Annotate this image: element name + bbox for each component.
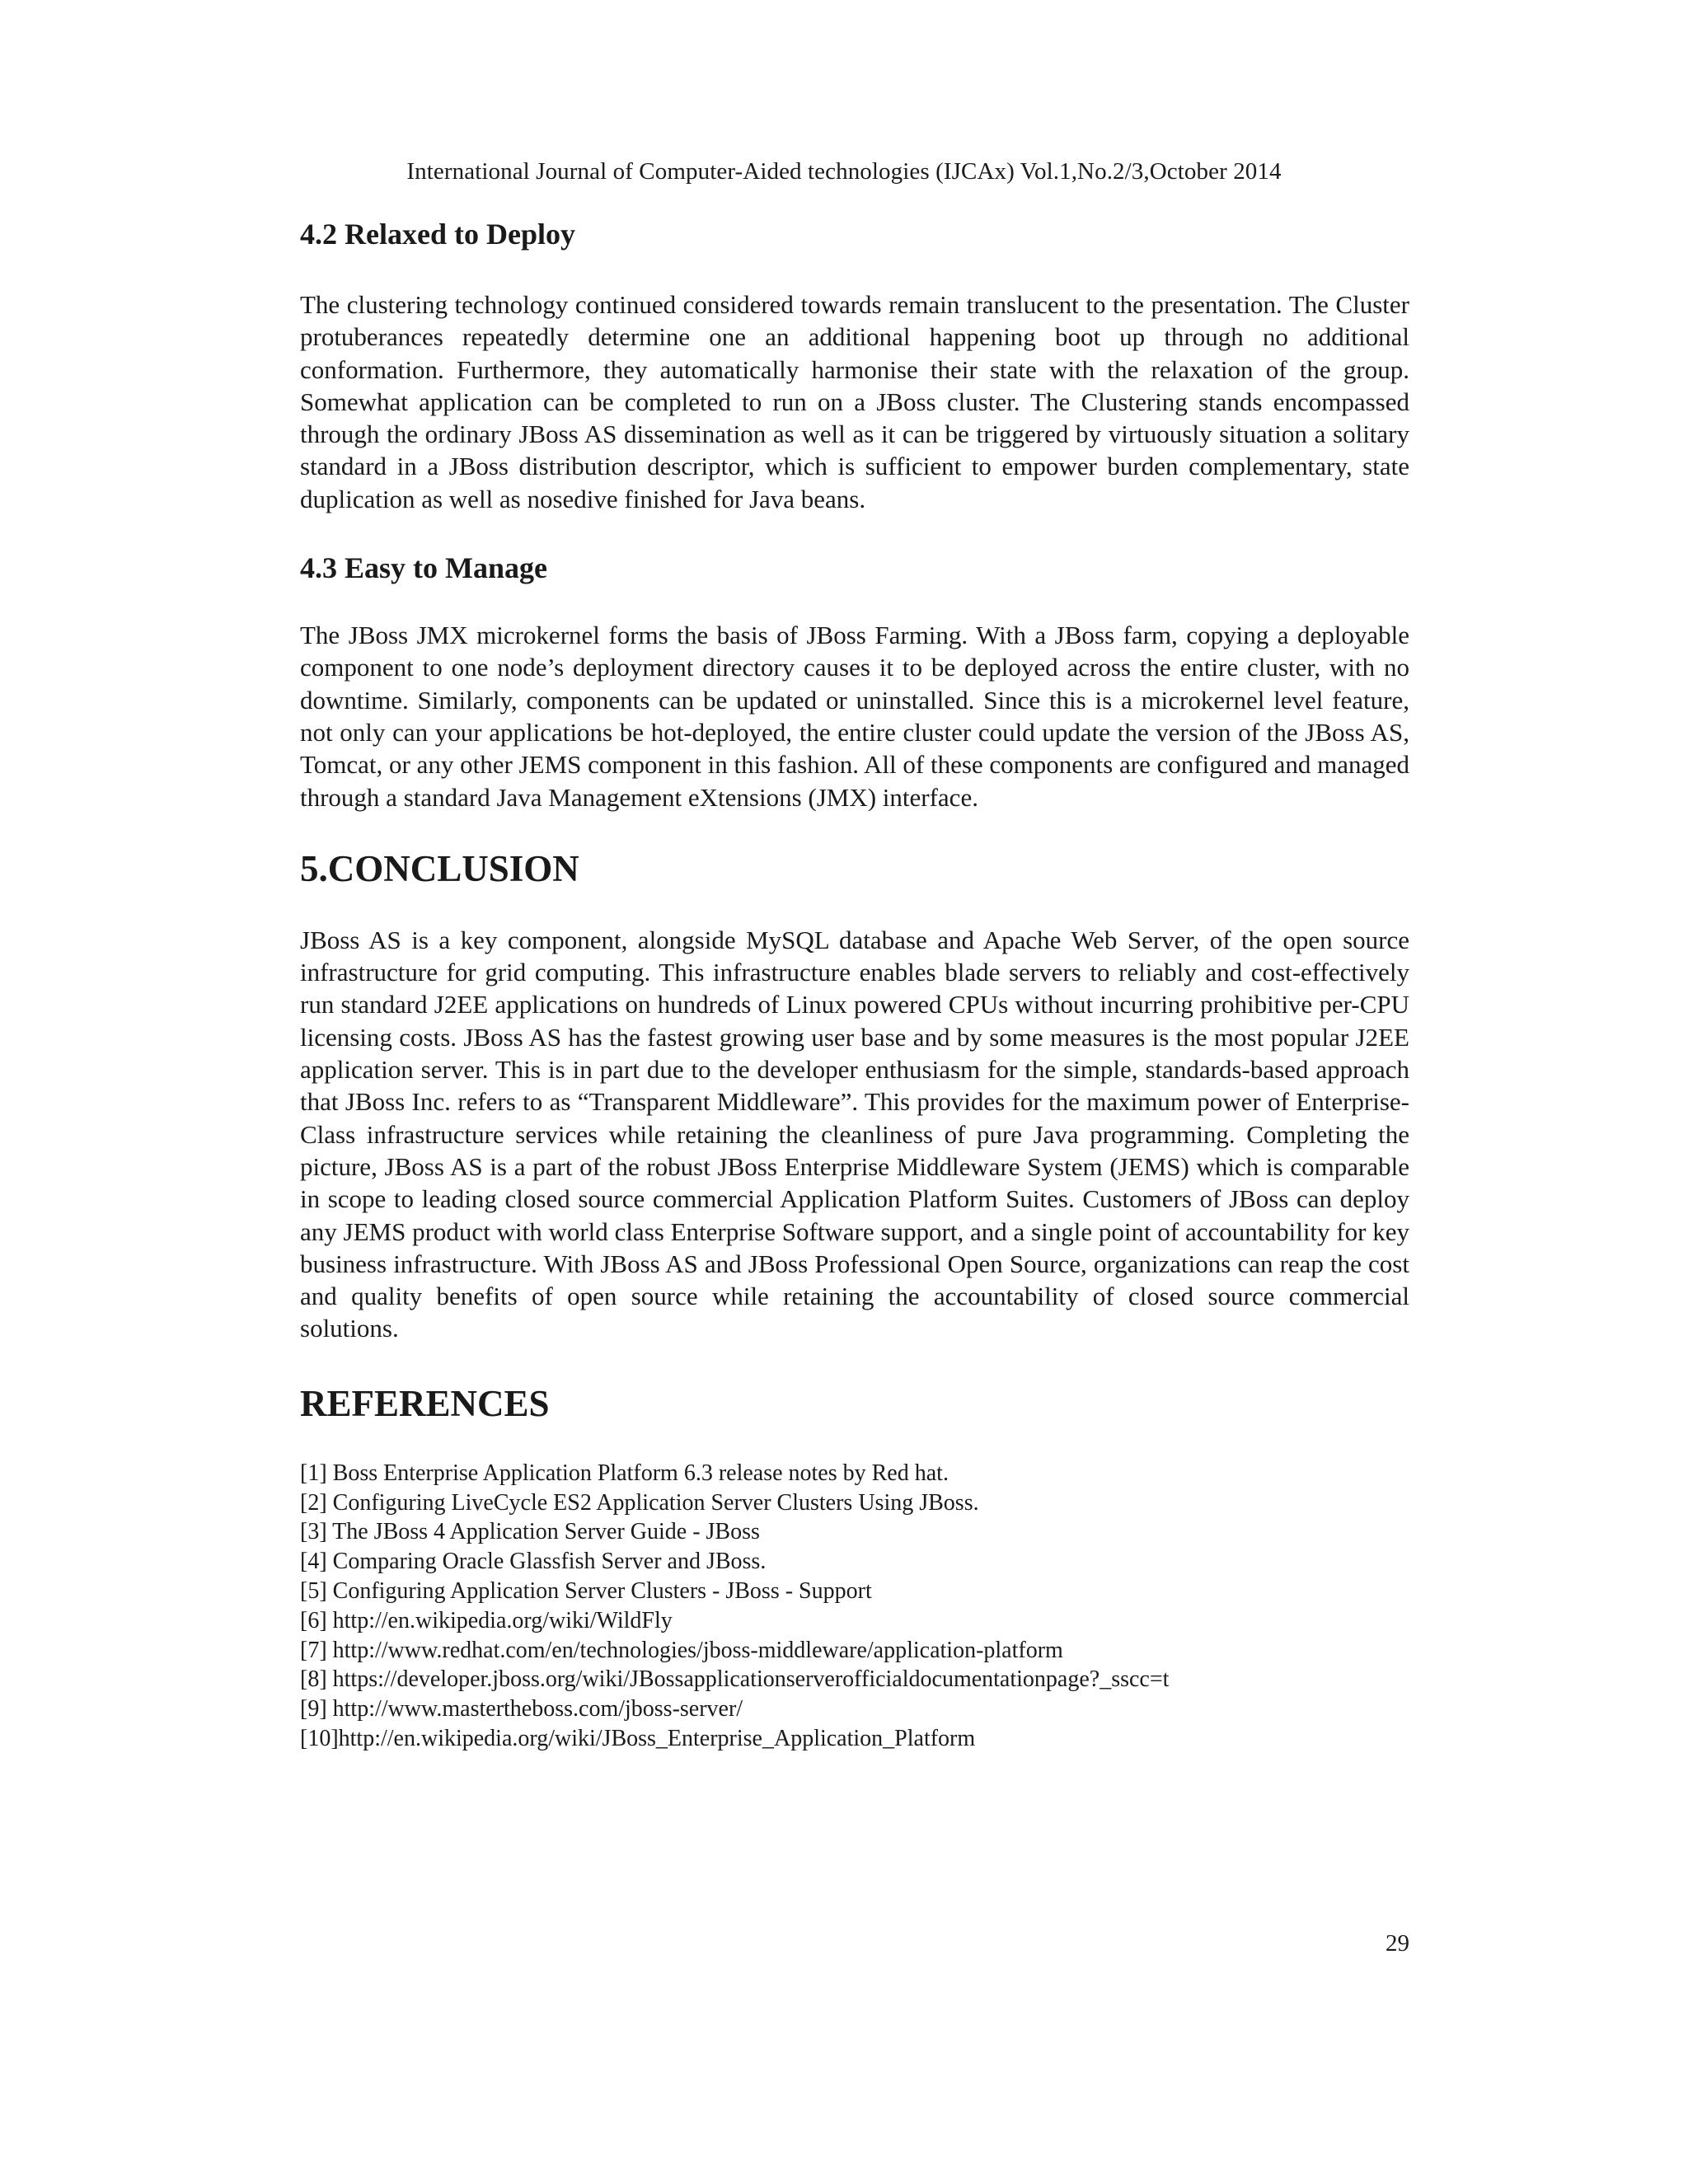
reference-item: [6] http://en.wikipedia.org/wiki/WildFly: [300, 1607, 673, 1633]
references-heading: REFERENCES: [300, 1382, 550, 1424]
reference-item: [1] Boss Enterprise Application Platform 6.3 release notes by Red hat.: [300, 1460, 949, 1486]
running-header: International Journal of Computer-Aided technologies (IJCAx) Vol.1,No.2/3,October 2014: [406, 158, 1282, 185]
page-body: [300, 216, 1409, 1754]
reference-item: [10]http://en.wikipedia.org/wiki/JBoss_Enterprise_Application_Platform: [300, 1725, 976, 1751]
section-4-3-heading: 4.3 Easy to Manage: [300, 551, 547, 585]
reference-item: [5] Configuring Application Server Clusters - JBoss - Support: [300, 1577, 872, 1604]
section-4-2-paragraph: The clustering technology continued considered towards remain translucent to the presentation. The Cluster protuberances repeatedly determine one an additional happening boot up through no additional conformation. Furthermore, they automatically harmonise their state with the relaxation of the group. Somewhat application can be completed to run on a JBoss cluster. The Clustering stands encompassed through the ordinary JBoss AS dissemination as well as it can be triggered by virtuously situation a solitary standard in a JBoss distribution descriptor, which is sufficient to empower burden complementary, state duplication as well as nosedive finished for Java beans.: [300, 290, 1409, 513]
section-4-2-heading: 4.2 Relaxed to Deploy: [300, 218, 575, 251]
reference-item: [9] http://www.mastertheboss.com/jboss-server/: [300, 1696, 743, 1722]
reference-item: [8] https://developer.jboss.org/wiki/JBossapplicationserverofficialdocumentationpage?_sscc=t: [300, 1666, 1170, 1693]
section-4-3-paragraph: The JBoss JMX microkernel forms the basis of JBoss Farming. With a JBoss farm, copying a deployable component to one node’s deployment directory causes it to be deployed across the entire cluster, with no downtime. Similarly, components can be updated or uninstalled. Since this is a microkernel level feature, not only can your applications be hot-deployed, the entire cluster could update the version of the JBoss AS, Tomcat, or any other JEMS component in this fashion. All of these components are configured and managed through a standard Java Management eXtensions (JMX) interface.: [300, 621, 1410, 812]
conclusion-paragraph: JBoss AS is a key component, alongside MySQL database and Apache Web Server, of the open source infrastructure for grid computing. This infrastructure enables blade servers to reliably and cost-effectively run standard J2EE applications on hundreds of Linux powered CPUs without incurring prohibitive per-CPU licensing costs. JBoss AS has the fastest growing user base and by some measures is the most popular J2EE application server. This is in part due to the developer enthusiasm for the simple, standards-based approach that JBoss Inc. refers to as “Transparent Middleware”. This provides for the maximum power of Enterprise-Class infrastructure services while retaining the cleanliness of pure Java programming. Completing the picture, JBoss AS is a part of the robust JBoss Enterprise Middleware System (JEMS) which is comparable in scope to leading closed source commercial Application Platform Suites. Customers of JBoss can deploy any JEMS product with world class Enterprise Software support, and a single point of accountability for key business infrastructure. With JBoss AS and JBoss Professional Open Source, organizations can reap the cost and quality benefits of open source while retaining the accountability of closed source commercial solutions.: [300, 925, 1409, 1343]
page-number: 29: [1386, 1930, 1409, 1957]
reference-item: [7] http://www.redhat.com/en/technologies/jboss-middleware/application-platform: [300, 1637, 1063, 1663]
reference-list: [300, 1459, 1409, 1754]
reference-item: [4] Comparing Oracle Glassfish Server and JBoss.: [300, 1549, 767, 1575]
reference-item: [2] Configuring LiveCycle ES2 Application Server Clusters Using JBoss.: [300, 1489, 979, 1516]
reference-item: [3] The JBoss 4 Application Server Guide - JBoss: [300, 1519, 760, 1545]
conclusion-heading: 5.CONCLUSION: [300, 847, 579, 889]
